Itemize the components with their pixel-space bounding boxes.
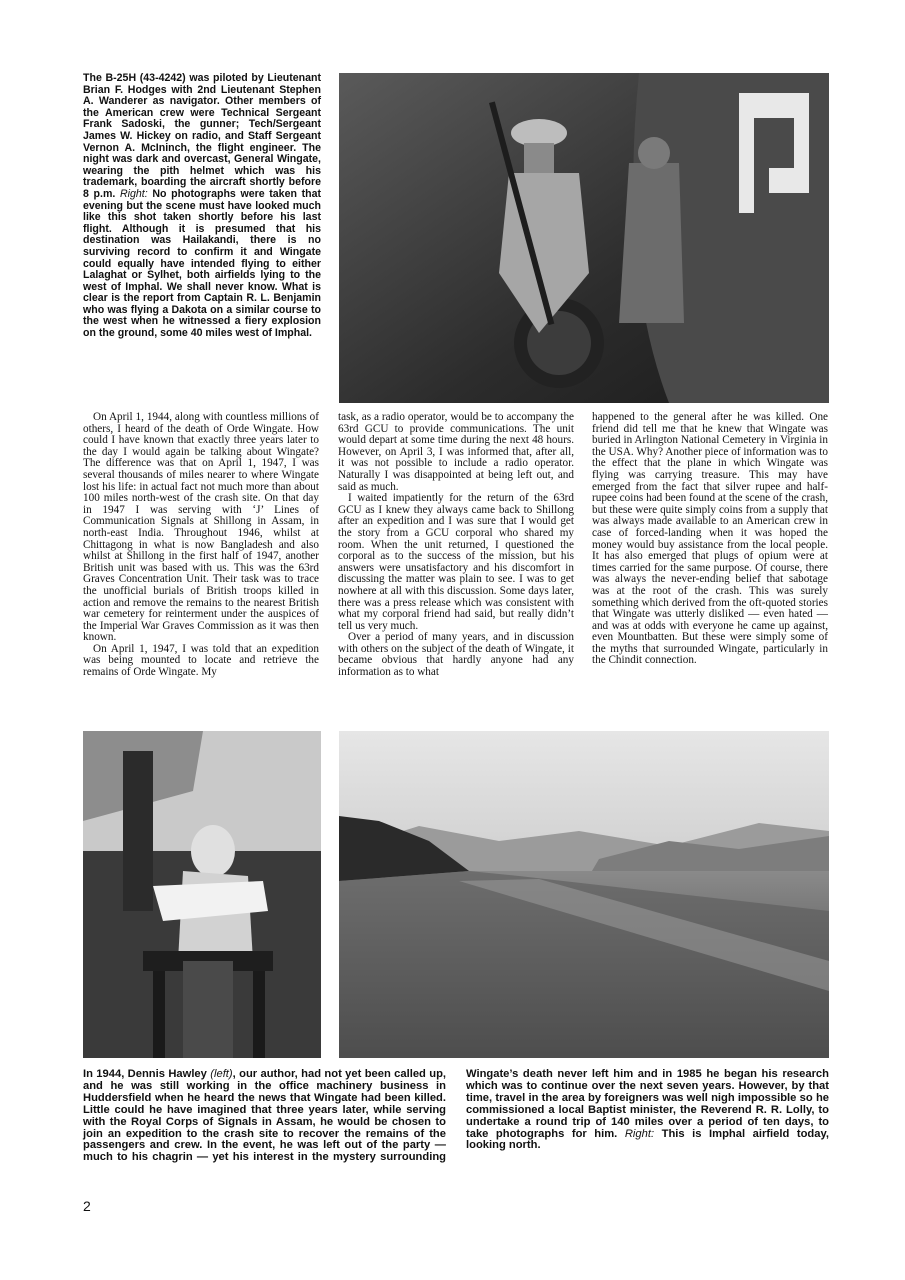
bottom-caption-text: In 1944, Dennis Hawley <box>83 1068 207 1080</box>
top-caption-text-2: No photographs were taken that evening but the scene must have looked much like this shot taken shortly before his last flight. Although it is presumed that his destination was Hailakandi, there is no surviving record to confirm it and Wingate could equally have intended flying to either Lalaghat or Sylhet, both airfields lying to the west of Imphal. We shall never know. What is clear is the report from Captain R. L. Benjamin who was flying a Dakota on a similar course to the west when he witnessed a fiery explosion on the ground, some 40 miles west of Imphal. <box>83 187 321 340</box>
bottom-caption-text-3: This is Imphal airfield today, looking north. <box>466 1127 829 1152</box>
body-paragraph: happened to the general after he was killed. One friend did tell me that he knew that Wingate was buried in Arlington National Cemetery in Virginia in the USA. Why? Another piece of information was to the effect that the plane in which Wingate was flying was carrying treasure. This may have emerged from the fact that silver rupee and half-rupee coins had been found at the scene of the crash, but these were quite simply coins from a supply that was always made available to an American crew in case of forced-landing when it was hoped the money would buy assistance from the local people. It has also emerged that plugs of opium were at times carried for the same purpose. Of course, there was always the never-ending belief that sabotage was at the root of the crash. This was surely something which derived from the oft-quoted stories that Wingate was utterly disliked — even hated — and was at odds with everyone he came up against, even Mountbatten. But these were simply some of the myths that surrounded Wingate, particularly in the Chindit connection. <box>592 411 828 667</box>
body-paragraph: I waited impatiently for the return of the 63rd GCU as I knew they always came back to Shillong after an expedition and I was sure that I would get the story from a GCU corporal who shared my room. When the unit returned, I questioned the corporal as to the success of the mission, but his answers were unsatisfactory and his discomfort in discussing the matter was plain to see. I was to get nowhere at all with this discussion. Some days later, there was a press release which was consistent with what my corporal friend had said, but really didn’t tell us very much. <box>338 492 574 632</box>
body-paragraph: On April 1, 1944, along with countless millions of others, I heard of the death of Orde Wingate. How could I have known that exactly three years later to the day I would again be talking about Wingate? The difference was that on April 1, 1947, I was several thousands of miles nearer to where Wingate lost his life: in actual fact not much more than about 100 miles north-west of the crash site. On that day in 1947 I was serving with ‘J’ Lines of Communication Signals at Shillong in Assam, in north-east India. Throughout 1946, whilst at Chittagong in what is now Bangladesh and also whilst at Shillong in the first half of 1947, another British unit was based with us. This was the 63rd Graves Concentration Unit. Their task was to trace the unofficial burials of British troops killed in action and remove the remains to the nearest British war cemetery for reinterment under the auspices of the Imperial War Graves Commission as it was then known. <box>83 411 319 644</box>
author-portrait-photo <box>83 731 321 1058</box>
body-paragraph: Over a period of many years, and in discussion with others on the subject of the death of Wingate, it became obvious that hardly anyone had any information as to what <box>338 631 574 679</box>
imphal-airfield-photo <box>339 731 829 1058</box>
page-number: 2 <box>83 1198 91 1214</box>
top-caption-text: The B-25H (43-4242) was piloted by Lieutenant Brian F. Hodges with 2nd Lieutenant Stephen A. Wanderer as navigator. Other members of the American crew were Technical Sergeant Frank Sadoski, the gunner; Tech/Sergeant James W. Hickey on radio, and Staff Sergeant Vernon A. McIninch, the flight engineer. The night was dark and overcast, General Wingate, wearing the pith helmet which was his trademark, boarding the aircraft shortly before 8 p.m. <box>83 72 321 200</box>
top-caption <box>83 73 321 340</box>
boarding-aircraft-photo <box>339 73 829 403</box>
right-label: Right: <box>119 187 148 200</box>
bottom-caption-text-2: , our author, had not yet been called up, and he was still working in the office machinery business in Huddersfield when he heard the news that Wingate had been killed. Little could he have imagined that three years later, while serving with the Royal Corps of Signals in Assam, he would be chosen to join an expedition to the crash site to recover the remains of the passengers and crew. In the event, he was left out of the party — much to his chagrin — yet his interest in the mystery surrounding Wingate’s death never left him and in 1985 he began his research which was to continue over the next seven years. However, by that time, travel in the area by foreigners was well nigh impossible so he commissioned a local Baptist minister, the Reverend R. R. Lolly, to undertake a round trip of 140 miles over a period of ten days, to take photographs for him. <box>83 1068 829 1164</box>
body-column-3 <box>592 412 828 667</box>
body-column-2 <box>338 412 574 679</box>
bottom-caption <box>83 1069 829 1173</box>
body-column-1 <box>83 412 319 679</box>
right-label: Right: <box>624 1127 655 1140</box>
body-paragraph: On April 1, 1947, I was told that an expedition was being mounted to locate and retrieve the remains of Orde Wingate. My <box>83 642 319 679</box>
left-label: (left) <box>210 1068 233 1080</box>
body-paragraph: task, as a radio operator, would be to accompany the 63rd GCU to provide communications. The unit would depart at some time during the next 48 hours. However, on April 3, I was informed that, after all, it was not possible to include a radio operator. Naturally I was disappointed at being left out, and said as much. <box>338 411 574 493</box>
